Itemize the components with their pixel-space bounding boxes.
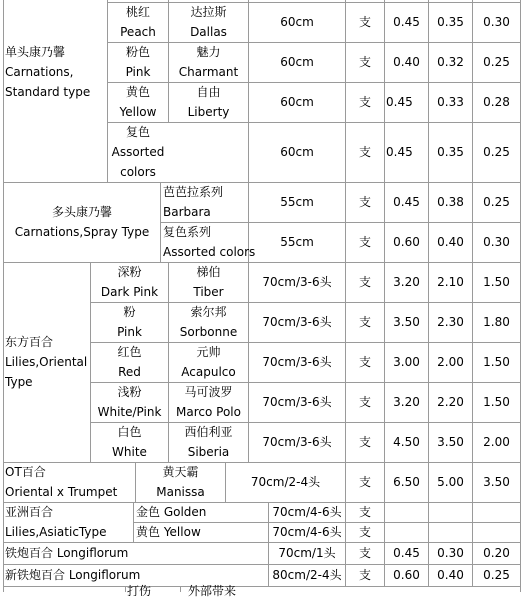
- variety-en: Assorted colors: [163, 245, 256, 259]
- price-2: 0.32: [437, 55, 464, 69]
- price-2: 0.35: [437, 15, 464, 29]
- product-name: 新铁炮百合 Longiflorum: [5, 568, 141, 582]
- variety-en: Acapulco: [181, 365, 236, 379]
- price-2: 0.40: [437, 568, 464, 582]
- price-2: 2.00: [437, 355, 464, 369]
- length: 60cm: [280, 145, 314, 159]
- color-zh: 打伤: [127, 584, 152, 598]
- variety-en: Manissa: [156, 485, 205, 499]
- unit: 支: [358, 195, 371, 209]
- variety-zh: 自由: [196, 85, 221, 99]
- group-name-zh: 多头康乃馨: [51, 205, 112, 219]
- color-en: Yellow: [119, 105, 157, 119]
- length: 70cm/4-6头: [272, 505, 342, 519]
- variety: 黄色 Yellow: [136, 525, 201, 539]
- price-1: 3.50: [393, 315, 420, 329]
- color-en: Pink: [125, 65, 151, 79]
- color-zh: 白色: [117, 425, 142, 439]
- length: 55cm: [280, 195, 314, 209]
- length: 55cm: [280, 235, 314, 249]
- variety-zh: 外部带来: [188, 584, 237, 598]
- unit: 支: [358, 55, 371, 69]
- variety-en: Dallas: [190, 25, 227, 39]
- length: 70cm/3-6头: [262, 435, 332, 449]
- variety-en: Tiber: [193, 285, 224, 299]
- variety-zh: 达拉斯: [190, 5, 227, 19]
- group-name-en: Lilies,Oriental: [5, 355, 88, 369]
- price-2: 0.30: [437, 546, 464, 560]
- group-name-en: Carnations,: [5, 65, 74, 79]
- color-zh: 复色: [125, 125, 150, 139]
- variety-zh: 魅力: [196, 45, 221, 59]
- price-2: 3.50: [437, 435, 464, 449]
- price-1: 4.50: [393, 435, 420, 449]
- unit: 支: [358, 315, 371, 329]
- color-zh: 黄色: [125, 85, 150, 99]
- variety-en: Charmant: [178, 65, 239, 79]
- group-name-en: Oriental x Trumpet: [5, 485, 118, 499]
- group-name-zh: 单头康乃馨: [5, 45, 66, 59]
- length: 80cm/2-4头: [272, 568, 342, 582]
- price-3: 1.50: [483, 275, 510, 289]
- color-en: Assorted: [111, 145, 165, 159]
- price-3: 0.25: [483, 195, 510, 209]
- variety-zh: 梯伯: [196, 265, 221, 279]
- price-2: 0.40: [437, 235, 464, 249]
- price-2: 2.30: [437, 315, 464, 329]
- price-3: 1.80: [483, 315, 510, 329]
- color-en: White/Pink: [97, 405, 162, 419]
- length: 70cm/3-6头: [262, 275, 332, 289]
- price-3: 0.20: [483, 546, 510, 560]
- price-3: 0.25: [483, 55, 510, 69]
- group-name-en: Carnations,Spray Type: [14, 225, 150, 239]
- price-3: 0.25: [483, 145, 510, 159]
- price-3: 1.50: [483, 355, 510, 369]
- color-zh: 粉色: [125, 45, 150, 59]
- unit: 支: [358, 568, 371, 582]
- price-1: 0.45: [393, 195, 420, 209]
- variety: 金色 Golden: [136, 505, 207, 519]
- unit: 支: [358, 546, 371, 560]
- price-3: 3.50: [483, 475, 510, 489]
- variety-en: Liberty: [187, 105, 230, 119]
- price-1: 3.00: [393, 355, 420, 369]
- length: 70cm/2-4头: [250, 475, 321, 489]
- color-en: Peach: [120, 25, 156, 39]
- variety-zh: 马可波罗: [184, 385, 233, 399]
- length: 70cm/3-6头: [262, 315, 332, 329]
- length: 60cm: [280, 55, 314, 69]
- price-3: 0.25: [483, 568, 510, 582]
- unit: 支: [358, 475, 371, 489]
- unit: 支: [358, 355, 371, 369]
- group-name-zh: OT百合: [5, 465, 46, 479]
- price-2: 0.35: [437, 145, 464, 159]
- variety-zh: 元帅: [196, 345, 221, 359]
- group-name-en: Lilies,AsiaticType: [5, 525, 107, 539]
- price-2: 2.20: [437, 395, 464, 409]
- length: 70cm/3-6头: [262, 395, 332, 409]
- group-name-en-cont: Type: [5, 375, 33, 389]
- price-2: 5.00: [437, 475, 464, 489]
- color-en: Dark Pink: [100, 285, 159, 299]
- color-zh: 红色: [117, 345, 142, 359]
- color-en: Pink: [117, 325, 142, 339]
- unit: 支: [358, 145, 371, 159]
- variety-en: Barbara: [163, 205, 211, 219]
- product-name: 铁炮百合 Longiflorum: [5, 546, 129, 560]
- color-en: Red: [118, 365, 141, 379]
- price-1: 0.60: [393, 235, 420, 249]
- price-1: 0.45: [386, 145, 413, 159]
- length: 70cm/3-6头: [262, 355, 332, 369]
- price-1: 6.50: [393, 475, 420, 489]
- unit: 支: [358, 275, 371, 289]
- variety-en: Sorbonne: [179, 325, 238, 339]
- length: 70cm/4-6头: [272, 525, 342, 539]
- price-1: 0.40: [393, 55, 420, 69]
- length: 60cm: [280, 95, 314, 109]
- group-name-zh: 亚洲百合: [5, 505, 54, 519]
- unit: 支: [358, 235, 371, 249]
- price-1: 0.45: [386, 95, 413, 109]
- price-3: 1.50: [483, 395, 510, 409]
- length: 70cm/1头: [278, 546, 336, 560]
- variety-zh: 西伯利亚: [184, 425, 233, 439]
- variety-zh: 芭芭拉系列: [163, 185, 224, 199]
- price-1: 3.20: [393, 395, 420, 409]
- price-1: 0.45: [393, 546, 420, 560]
- unit: 支: [358, 15, 371, 29]
- unit: 支: [358, 95, 371, 109]
- color-zh: 桃红: [125, 5, 150, 19]
- price-2: 0.38: [437, 195, 464, 209]
- color-en: White: [112, 445, 147, 459]
- price-2: 2.10: [437, 275, 464, 289]
- variety-zh: 索尔邦: [190, 305, 227, 319]
- unit: 支: [358, 395, 371, 409]
- color-zh: 浅粉: [117, 385, 142, 399]
- color-en-cont: colors: [120, 165, 156, 179]
- group-name-en-cont: Standard type: [5, 85, 91, 99]
- price-1: 0.60: [393, 568, 420, 582]
- color-zh: 粉: [123, 305, 136, 319]
- price-1: 3.20: [393, 275, 420, 289]
- group-name-zh: 东方百合: [5, 335, 54, 349]
- price-3: 0.30: [483, 15, 510, 29]
- price-3: 0.30: [483, 235, 510, 249]
- price-1: 0.45: [393, 15, 420, 29]
- color-zh: 深粉: [117, 265, 142, 279]
- price-3: 2.00: [483, 435, 510, 449]
- variety-zh: 复色系列: [163, 225, 212, 239]
- variety-en: Siberia: [187, 445, 230, 459]
- length: 60cm: [280, 15, 314, 29]
- variety-zh: 黄天霸: [162, 465, 199, 479]
- unit: 支: [358, 435, 371, 449]
- price-3: 0.28: [483, 95, 510, 109]
- unit: 支: [358, 505, 371, 519]
- price-2: 0.33: [437, 95, 464, 109]
- variety-en: Marco Polo: [176, 405, 241, 419]
- unit: 支: [358, 525, 371, 539]
